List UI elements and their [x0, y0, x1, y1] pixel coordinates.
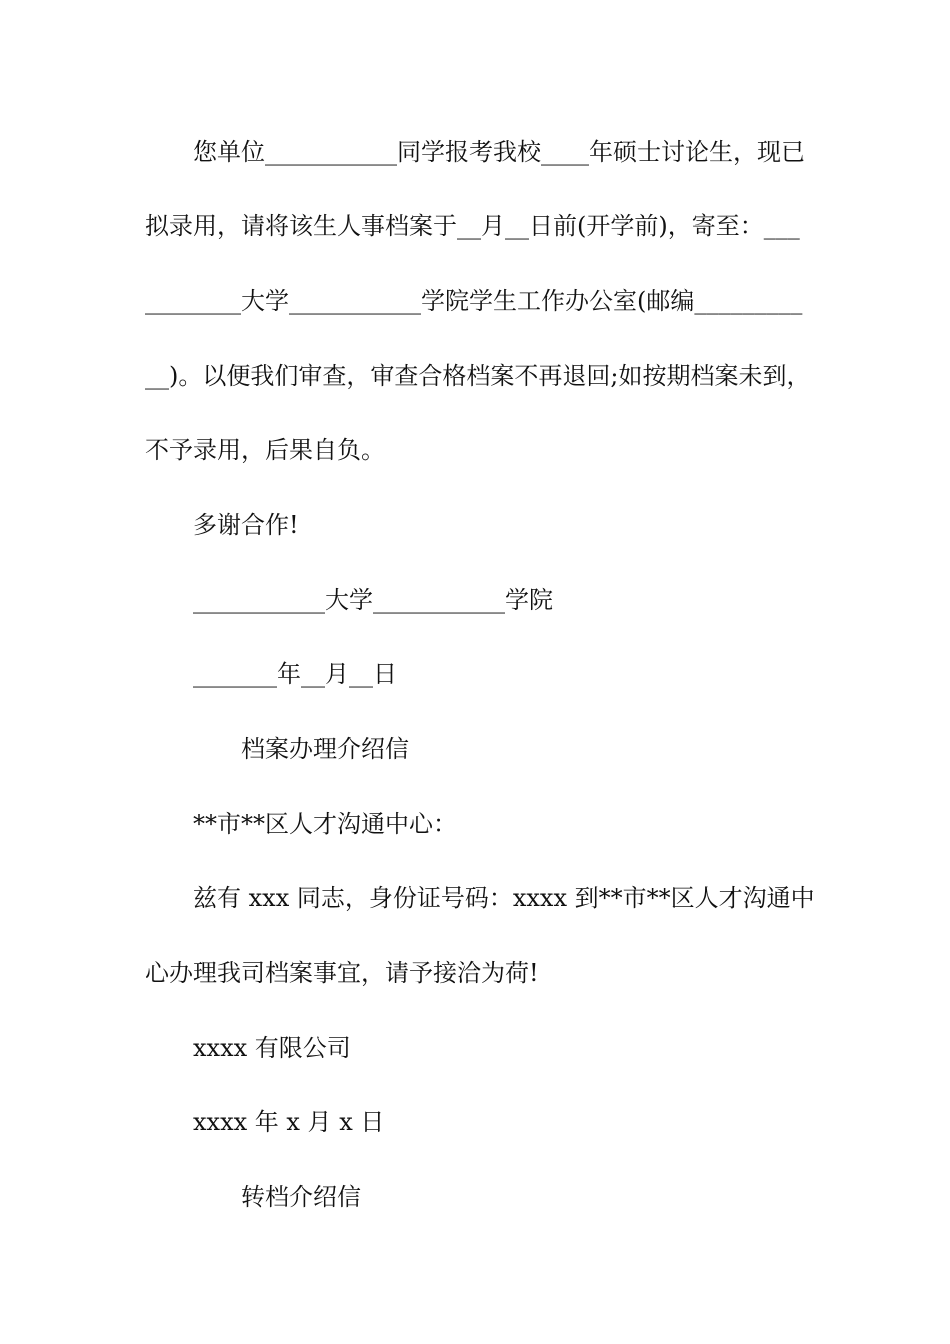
letter1-body-line-3: ________大学___________学院学生工作办公室(邮编_________ [145, 287, 803, 315]
letter1-body-line-4: __)。以便我们审查，审查合格档案不再退回;如按期档案未到， [145, 362, 811, 390]
letter1-body-line-5: 不予录用，后果自负。 [145, 436, 385, 464]
letter1-signature: ___________大学___________学院 [193, 586, 553, 614]
letter3-title: 转档介绍信 [241, 1183, 361, 1211]
letter2-body-line-1: 兹有 xxx 同志，身份证号码：xxxx 到**市**区人才沟通中 [193, 884, 815, 912]
letter1-thanks: 多谢合作! [193, 511, 299, 539]
letter1-date: _______年__月__日 [193, 660, 397, 688]
letter1-body-line-2: 拟录用，请将该生人事档案于__月__日前(开学前)，寄至：___ [145, 212, 800, 240]
letter2-recipient: **市**区人才沟通中心： [193, 810, 457, 838]
letter2-title: 档案办理介绍信 [241, 735, 409, 763]
letter2-company: xxxx 有限公司 [193, 1034, 351, 1062]
letter1-body-line-1: 您单位___________同学报考我校____年硕士讨论生，现已 [193, 138, 805, 166]
letter2-body-line-2: 心办理我司档案事宜，请予接洽为荷! [145, 959, 539, 987]
letter2-date: xxxx 年 x 月 x 日 [193, 1108, 385, 1136]
